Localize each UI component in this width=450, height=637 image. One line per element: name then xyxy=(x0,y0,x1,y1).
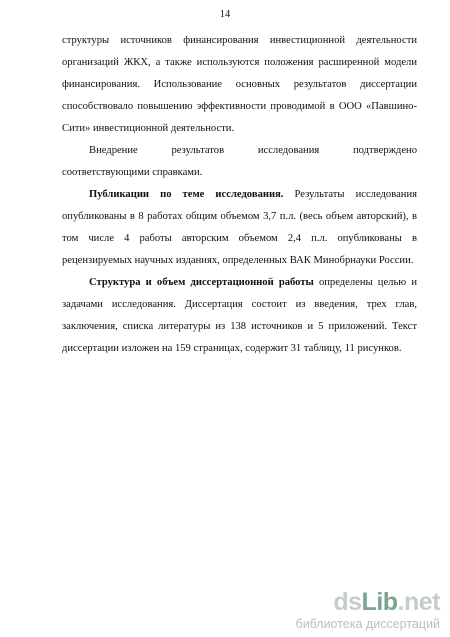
section-heading-structure: Структура и объем диссертационной работы xyxy=(89,277,314,288)
section-heading-publications: Публикации по теме исследования. xyxy=(89,189,284,200)
text-line: рецензируемых научных изданиях, определенных ВАК Минобрнауки России. xyxy=(62,255,414,266)
text-line: опубликованы в 8 работах общим объемом 3,7 п.л. (весь объем авторский), в xyxy=(62,211,417,222)
text-line: соответствующими справками. xyxy=(62,167,203,178)
text-run: определены целью и xyxy=(313,277,417,288)
text-line xyxy=(62,272,417,294)
dslib-watermark xyxy=(240,590,440,631)
logo-tagline: библиотека диссертаций xyxy=(295,617,440,631)
text-line: задачами исследования. Диссертация состоит из введения, трех глав, xyxy=(62,299,417,310)
text-line: структуры источников финансирования инвестиционной деятельности xyxy=(62,35,417,46)
text-line: том числе 4 работы авторским объемом 2,4 п.л. опубликованы в xyxy=(62,233,417,244)
page-number: 14 xyxy=(219,9,231,20)
text-line: организаций ЖКХ, а также используются положения расширенной модели xyxy=(62,57,417,68)
logo-part-lib: Lib xyxy=(361,588,398,616)
text-line: финансирования. Использование основных результатов диссертации xyxy=(62,79,417,90)
dslib-logo xyxy=(240,590,440,615)
text-line: Сити» инвестиционной деятельности. xyxy=(62,123,235,134)
logo-part-net: .net xyxy=(397,588,440,616)
text-line: способствовало повышению эффективности проводимой в ООО «Павшино- xyxy=(62,101,417,112)
logo-part-ds: ds xyxy=(333,588,362,616)
text-line: Внедрение результатов исследования подтверждено xyxy=(89,145,417,156)
document-body xyxy=(62,30,417,360)
text-run: Результаты исследования xyxy=(283,189,417,200)
text-line xyxy=(62,184,417,206)
text-line: заключения, списка литературы из 138 источников и 5 приложений. Текст xyxy=(62,321,417,332)
text-line: диссертации изложен на 159 страницах, содержит 31 таблицу, 11 рисунков. xyxy=(62,343,402,354)
